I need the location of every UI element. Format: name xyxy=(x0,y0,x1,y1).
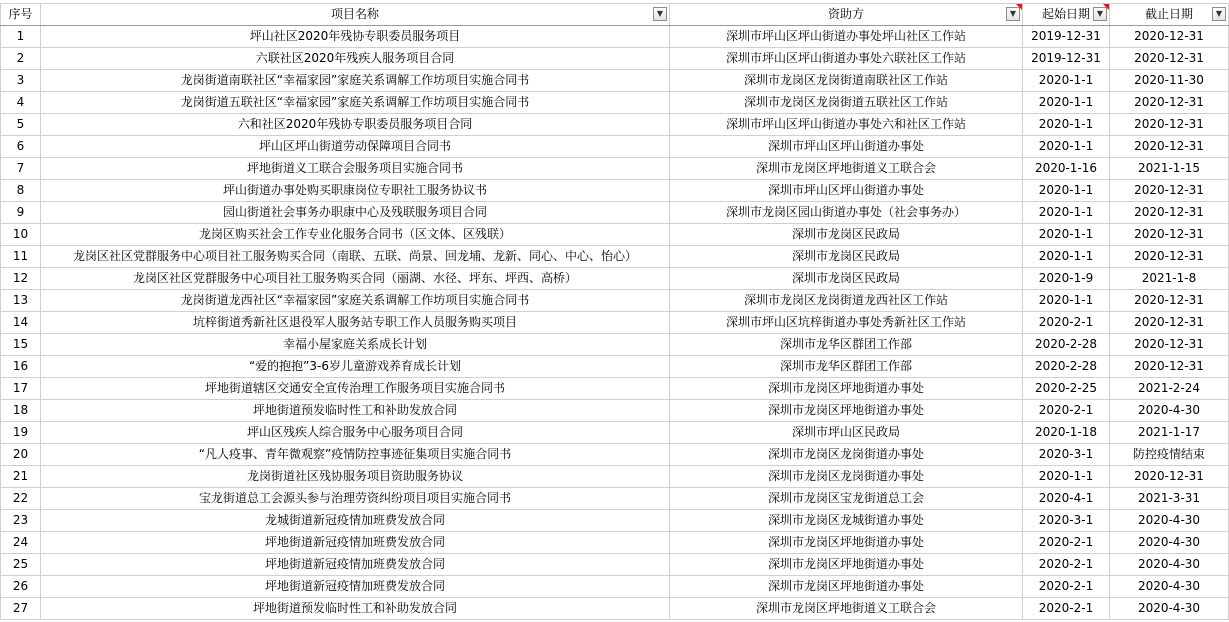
cell-seq[interactable]: 14 xyxy=(1,312,41,334)
cell-name[interactable]: 龙城街道新冠疫情加班费发放合同 xyxy=(41,510,670,532)
cell-name[interactable]: 六和社区2020年残协专职委员服务项目合同 xyxy=(41,114,670,136)
table-row xyxy=(1,378,1229,400)
table-row xyxy=(1,114,1229,136)
cell-end[interactable]: 2020-12-31 xyxy=(1110,114,1229,136)
header-funder-label: 资助方 xyxy=(827,7,864,21)
cell-seq[interactable]: 12 xyxy=(1,268,41,290)
table-row xyxy=(1,400,1229,422)
table-row xyxy=(1,466,1229,488)
cell-end[interactable]: 2020-12-31 xyxy=(1110,202,1229,224)
cell-name[interactable]: 龙岗区社区党群服务中心项目社工服务购买合同（丽湖、水径、坪东、坪西、高桥） xyxy=(41,268,670,290)
cell-seq[interactable]: 19 xyxy=(1,422,41,444)
cell-start[interactable]: 2020-3-1 xyxy=(1023,510,1110,532)
cell-end[interactable]: 2020-12-31 xyxy=(1110,92,1229,114)
cell-end[interactable]: 2020-4-30 xyxy=(1110,554,1229,576)
cell-name[interactable]: 坑梓街道秀新社区退役军人服务站专职工作人员服务购买项目 xyxy=(41,312,670,334)
cell-name[interactable]: 坪地街道义工联合会服务项目实施合同书 xyxy=(41,158,670,180)
cell-end[interactable]: 2020-12-31 xyxy=(1110,180,1229,202)
filter-dropdown-end[interactable]: ▼ xyxy=(1212,7,1226,21)
cell-funder[interactable]: 深圳市龙岗区龙岗街道办事处 xyxy=(670,466,1023,488)
cell-name[interactable]: 幸福小屋家庭关系成长计划 xyxy=(41,334,670,356)
cell-start[interactable]: 2020-1-9 xyxy=(1023,268,1110,290)
cell-end[interactable]: 2021-1-15 xyxy=(1110,158,1229,180)
cell-funder[interactable]: 深圳市坪山区坑梓街道办事处秀新社区工作站 xyxy=(670,312,1023,334)
cell-start[interactable]: 2020-3-1 xyxy=(1023,444,1110,466)
table-row xyxy=(1,334,1229,356)
table-row xyxy=(1,290,1229,312)
cell-name[interactable]: “凡人疫事、青年微观察”疫情防控事迹征集项目实施合同书 xyxy=(41,444,670,466)
cell-funder[interactable]: 深圳市坪山区坪山街道办事处坪山社区工作站 xyxy=(670,26,1023,48)
cell-end[interactable]: 2020-12-31 xyxy=(1110,246,1229,268)
cell-funder[interactable]: 深圳市龙岗区龙岗街道南联社区工作站 xyxy=(670,70,1023,92)
table-row xyxy=(1,444,1229,466)
table-row xyxy=(1,356,1229,378)
cell-name[interactable]: 龙岗街道南联社区“幸福家园”家庭关系调解工作坊项目实施合同书 xyxy=(41,70,670,92)
cell-end[interactable]: 2020-12-31 xyxy=(1110,224,1229,246)
table-row xyxy=(1,312,1229,334)
cell-seq[interactable]: 16 xyxy=(1,356,41,378)
table-row xyxy=(1,510,1229,532)
cell-seq[interactable]: 7 xyxy=(1,158,41,180)
cell-end[interactable]: 2020-12-31 xyxy=(1110,312,1229,334)
cell-funder[interactable]: 深圳市龙岗区坪地街道办事处 xyxy=(670,576,1023,598)
cell-seq[interactable]: 10 xyxy=(1,224,41,246)
table-row xyxy=(1,202,1229,224)
cell-end[interactable]: 2021-1-17 xyxy=(1110,422,1229,444)
cell-start[interactable]: 2020-2-1 xyxy=(1023,312,1110,334)
cell-seq[interactable]: 21 xyxy=(1,466,41,488)
cell-end[interactable]: 2020-4-30 xyxy=(1110,576,1229,598)
filter-dropdown-funder[interactable]: ▼ xyxy=(1006,7,1020,21)
cell-end[interactable]: 2020-12-31 xyxy=(1110,48,1229,70)
cell-name[interactable]: 坪地街道预发临时性工和补助发放合同 xyxy=(41,400,670,422)
cell-start[interactable]: 2020-1-1 xyxy=(1023,92,1110,114)
cell-funder[interactable]: 深圳市龙岗区坪地街道义工联合会 xyxy=(670,158,1023,180)
cell-seq[interactable]: 6 xyxy=(1,136,41,158)
cell-name[interactable]: 坪山社区2020年残协专职委员服务项目 xyxy=(41,26,670,48)
header-funder xyxy=(670,4,1023,26)
cell-end[interactable]: 2020-12-31 xyxy=(1110,334,1229,356)
cell-seq[interactable]: 24 xyxy=(1,532,41,554)
cell-name[interactable]: 坪地街道预发临时性工和补助发放合同 xyxy=(41,598,670,620)
table-row xyxy=(1,576,1229,598)
cell-name[interactable]: 坪地街道新冠疫情加班费发放合同 xyxy=(41,554,670,576)
cell-end[interactable]: 2021-2-24 xyxy=(1110,378,1229,400)
cell-start[interactable]: 2020-2-1 xyxy=(1023,598,1110,620)
table-row xyxy=(1,158,1229,180)
cell-start[interactable]: 2020-2-28 xyxy=(1023,334,1110,356)
table-row xyxy=(1,422,1229,444)
table-row xyxy=(1,246,1229,268)
header-start xyxy=(1023,4,1110,26)
cell-end[interactable]: 2020-12-31 xyxy=(1110,136,1229,158)
cell-name[interactable]: 坪地街道新冠疫情加班费发放合同 xyxy=(41,576,670,598)
cell-seq[interactable]: 1 xyxy=(1,26,41,48)
cell-funder[interactable]: 深圳市龙岗区坪地街道义工联合会 xyxy=(670,598,1023,620)
cell-funder[interactable]: 深圳市龙岗区民政局 xyxy=(670,224,1023,246)
cell-start[interactable]: 2020-4-1 xyxy=(1023,488,1110,510)
table-body xyxy=(1,26,1229,620)
cell-start[interactable]: 2020-1-1 xyxy=(1023,180,1110,202)
table-row xyxy=(1,532,1229,554)
cell-funder[interactable]: 深圳市龙岗区坪地街道办事处 xyxy=(670,400,1023,422)
cell-funder[interactable]: 深圳市龙岗区坪地街道办事处 xyxy=(670,532,1023,554)
cell-end[interactable]: 2020-4-30 xyxy=(1110,510,1229,532)
cell-seq[interactable]: 27 xyxy=(1,598,41,620)
cell-start[interactable]: 2020-2-25 xyxy=(1023,378,1110,400)
cell-seq[interactable]: 23 xyxy=(1,510,41,532)
cell-seq[interactable]: 15 xyxy=(1,334,41,356)
cell-name[interactable]: 坪山区坪山街道劳动保障项目合同书 xyxy=(41,136,670,158)
cell-funder[interactable]: 深圳市坪山区坪山街道办事处六和社区工作站 xyxy=(670,114,1023,136)
cell-seq[interactable]: 5 xyxy=(1,114,41,136)
cell-start[interactable]: 2020-2-1 xyxy=(1023,576,1110,598)
cell-name[interactable]: 龙岗街道龙西社区“幸福家园”家庭关系调解工作坊项目实施合同书 xyxy=(41,290,670,312)
cell-start[interactable]: 2020-1-16 xyxy=(1023,158,1110,180)
table-row xyxy=(1,70,1229,92)
cell-funder[interactable]: 深圳市龙华区群团工作部 xyxy=(670,334,1023,356)
cell-end[interactable]: 2020-4-30 xyxy=(1110,400,1229,422)
header-name xyxy=(41,4,670,26)
cell-start[interactable]: 2020-2-1 xyxy=(1023,532,1110,554)
header-row xyxy=(1,4,1229,26)
cell-funder[interactable]: 深圳市龙岗区龙城街道办事处 xyxy=(670,510,1023,532)
header-end-label: 截止日期 xyxy=(1144,7,1193,21)
cell-start[interactable]: 2020-1-1 xyxy=(1023,246,1110,268)
cell-start[interactable]: 2020-1-1 xyxy=(1023,114,1110,136)
cell-start[interactable]: 2020-1-1 xyxy=(1023,466,1110,488)
cell-end[interactable]: 2020-11-30 xyxy=(1110,70,1229,92)
table-row xyxy=(1,268,1229,290)
cell-funder[interactable]: 深圳市龙岗区龙岗街道办事处 xyxy=(670,444,1023,466)
cell-name[interactable]: 六联社区2020年残疾人服务项目合同 xyxy=(41,48,670,70)
cell-start[interactable]: 2019-12-31 xyxy=(1023,26,1110,48)
cell-seq[interactable]: 9 xyxy=(1,202,41,224)
cell-seq[interactable]: 17 xyxy=(1,378,41,400)
table-row xyxy=(1,224,1229,246)
header-seq xyxy=(1,4,41,26)
cell-funder[interactable]: 深圳市坪山区坪山街道办事处六联社区工作站 xyxy=(670,48,1023,70)
cell-start[interactable]: 2020-1-18 xyxy=(1023,422,1110,444)
cell-name[interactable]: 龙岗区社区党群服务中心项目社工服务购买合同（南联、五联、尚景、回龙埔、龙新、同心、中心、怡心） xyxy=(41,246,670,268)
cell-start[interactable]: 2020-1-1 xyxy=(1023,136,1110,158)
cell-seq[interactable]: 20 xyxy=(1,444,41,466)
cell-start[interactable]: 2020-1-1 xyxy=(1023,202,1110,224)
cell-seq[interactable]: 22 xyxy=(1,488,41,510)
header-name-label: 项目名称 xyxy=(330,7,379,21)
cell-name[interactable]: 坪地街道新冠疫情加班费发放合同 xyxy=(41,532,670,554)
data-table xyxy=(0,3,1229,620)
table-row xyxy=(1,554,1229,576)
cell-funder[interactable]: 深圳市龙岗区民政局 xyxy=(670,246,1023,268)
cell-seq[interactable]: 11 xyxy=(1,246,41,268)
cell-name[interactable]: 龙岗区购买社会工作专业化服务合同书（区文体、区残联） xyxy=(41,224,670,246)
cell-start[interactable]: 2020-1-1 xyxy=(1023,290,1110,312)
cell-seq[interactable]: 18 xyxy=(1,400,41,422)
header-end xyxy=(1110,4,1229,26)
cell-end[interactable]: 2020-4-30 xyxy=(1110,598,1229,620)
filter-dropdown-start[interactable]: ▼ xyxy=(1093,7,1107,21)
cell-start[interactable]: 2019-12-31 xyxy=(1023,48,1110,70)
cell-start[interactable]: 2020-2-1 xyxy=(1023,554,1110,576)
cell-name[interactable]: “爱的抱抱”3-6岁儿童游戏养育成长计划 xyxy=(41,356,670,378)
cell-end[interactable]: 2020-12-31 xyxy=(1110,26,1229,48)
cell-name[interactable]: 宝龙街道总工会源头参与治理劳资纠纷项目项目实施合同书 xyxy=(41,488,670,510)
table-row xyxy=(1,26,1229,48)
cell-end[interactable]: 2020-4-30 xyxy=(1110,532,1229,554)
table-row xyxy=(1,92,1229,114)
cell-end[interactable]: 2021-1-8 xyxy=(1110,268,1229,290)
cell-seq[interactable]: 3 xyxy=(1,70,41,92)
cell-seq[interactable]: 13 xyxy=(1,290,41,312)
filter-dropdown-name[interactable]: ▼ xyxy=(653,7,667,21)
cell-end[interactable]: 2020-12-31 xyxy=(1110,466,1229,488)
cell-name[interactable]: 坪山街道办事处购买职康岗位专职社工服务协议书 xyxy=(41,180,670,202)
cell-seq[interactable]: 26 xyxy=(1,576,41,598)
cell-end[interactable]: 2021-3-31 xyxy=(1110,488,1229,510)
cell-name[interactable]: 坪地街道辖区交通安全宣传治理工作服务项目实施合同书 xyxy=(41,378,670,400)
cell-start[interactable]: 2020-1-1 xyxy=(1023,224,1110,246)
cell-seq[interactable]: 8 xyxy=(1,180,41,202)
cell-funder[interactable]: 深圳市坪山区坪山街道办事处 xyxy=(670,180,1023,202)
cell-name[interactable]: 龙岗街道五联社区“幸福家园”家庭关系调解工作坊项目实施合同书 xyxy=(41,92,670,114)
cell-end[interactable]: 防控疫情结束 xyxy=(1110,444,1229,466)
cell-seq[interactable]: 25 xyxy=(1,554,41,576)
cell-start[interactable]: 2020-2-1 xyxy=(1023,400,1110,422)
table-row xyxy=(1,488,1229,510)
cell-seq[interactable]: 4 xyxy=(1,92,41,114)
cell-name[interactable]: 龙岗街道社区残协服务项目资助服务协议 xyxy=(41,466,670,488)
table-row xyxy=(1,136,1229,158)
cell-name[interactable]: 园山街道社会事务办职康中心及残联服务项目合同 xyxy=(41,202,670,224)
comment-indicator-icon[interactable] xyxy=(1016,4,1022,10)
header-seq-label: 序号 xyxy=(8,7,33,21)
cell-funder[interactable]: 深圳市龙岗区龙岗街道五联社区工作站 xyxy=(670,92,1023,114)
table-row xyxy=(1,598,1229,620)
table-row xyxy=(1,180,1229,202)
comment-indicator-icon[interactable] xyxy=(1103,4,1109,10)
cell-start[interactable]: 2020-2-28 xyxy=(1023,356,1110,378)
cell-funder[interactable]: 深圳市龙岗区园山街道办事处（社会事务办） xyxy=(670,202,1023,224)
cell-name[interactable]: 坪山区残疾人综合服务中心服务项目合同 xyxy=(41,422,670,444)
cell-end[interactable]: 2020-12-31 xyxy=(1110,290,1229,312)
cell-start[interactable]: 2020-1-1 xyxy=(1023,70,1110,92)
cell-funder[interactable]: 深圳市龙岗区龙岗街道龙西社区工作站 xyxy=(670,290,1023,312)
cell-funder[interactable]: 深圳市龙岗区宝龙街道总工会 xyxy=(670,488,1023,510)
cell-funder[interactable]: 深圳市坪山区坪山街道办事处 xyxy=(670,136,1023,158)
cell-end[interactable]: 2020-12-31 xyxy=(1110,356,1229,378)
cell-seq[interactable]: 2 xyxy=(1,48,41,70)
cell-funder[interactable]: 深圳市龙岗区坪地街道办事处 xyxy=(670,378,1023,400)
header-start-label: 起始日期 xyxy=(1041,7,1090,21)
cell-funder[interactable]: 深圳市龙岗区民政局 xyxy=(670,268,1023,290)
cell-funder[interactable]: 深圳市龙华区群团工作部 xyxy=(670,356,1023,378)
table-row xyxy=(1,48,1229,70)
cell-funder[interactable]: 深圳市坪山区民政局 xyxy=(670,422,1023,444)
cell-funder[interactable]: 深圳市龙岗区坪地街道办事处 xyxy=(670,554,1023,576)
